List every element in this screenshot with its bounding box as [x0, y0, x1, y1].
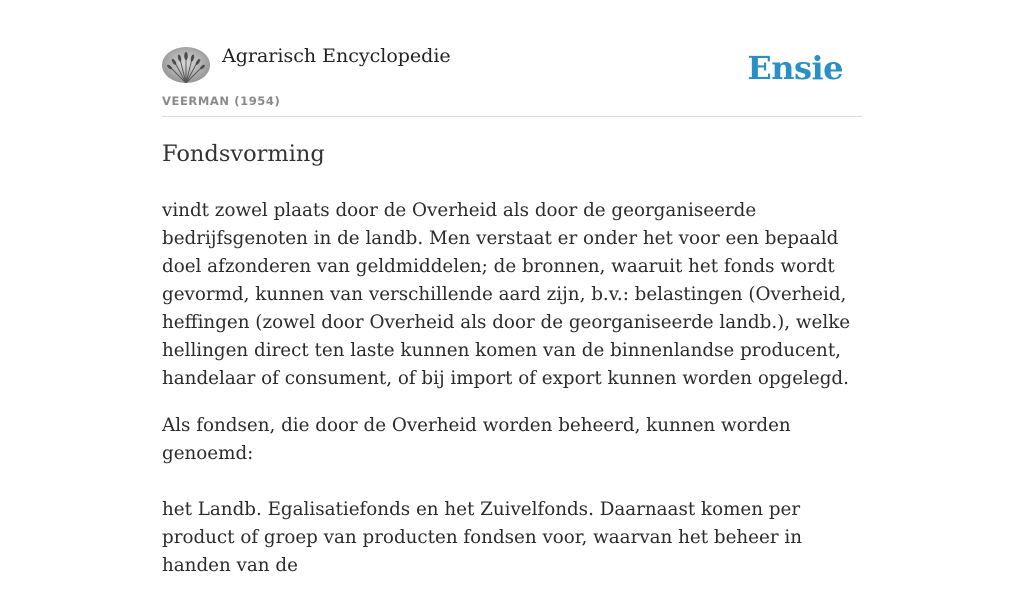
ensie-logo-link[interactable]: Ensie — [747, 49, 843, 87]
source-label: VEERMAN (1954) — [162, 94, 281, 108]
site-header — [162, 0, 862, 117]
article-title: Fondsvorming — [162, 141, 325, 167]
article-paragraph: vindt zowel plaats door de Overheid als door de georganiseerde bedrijfsgenoten in de landb. Men verstaat er onder het voor een bepaald doel afzonderen van geldmiddelen; de bronnen, waaruit het fonds wordt gevormd, kunnen van verschillende aard zijn, b.v.: belastingen (Overheid, heffingen (zowel door Overheid als door de georganiseerde landb.), welke hellingen direct ten laste kunnen komen van de binnenlandse producent, handelaar of consument, of bij import of export kunnen worden opgelegd. — [162, 200, 851, 389]
wheat-sheaf-icon[interactable] — [162, 47, 210, 83]
page — [162, 0, 862, 576]
article-paragraph: het Landb. Egalisatiefonds en het Zuivelfonds. Daarnaast komen per product of groep van producten fondsen voor, waarvan het beheer in handen van de — [162, 499, 802, 576]
article-paragraph: Als fondsen, die door de Overheid worden beheerd, kunnen worden genoemd: — [162, 415, 791, 464]
article — [162, 138, 862, 599]
site-title-link[interactable]: Agrarisch Encyclopedie — [222, 45, 451, 67]
